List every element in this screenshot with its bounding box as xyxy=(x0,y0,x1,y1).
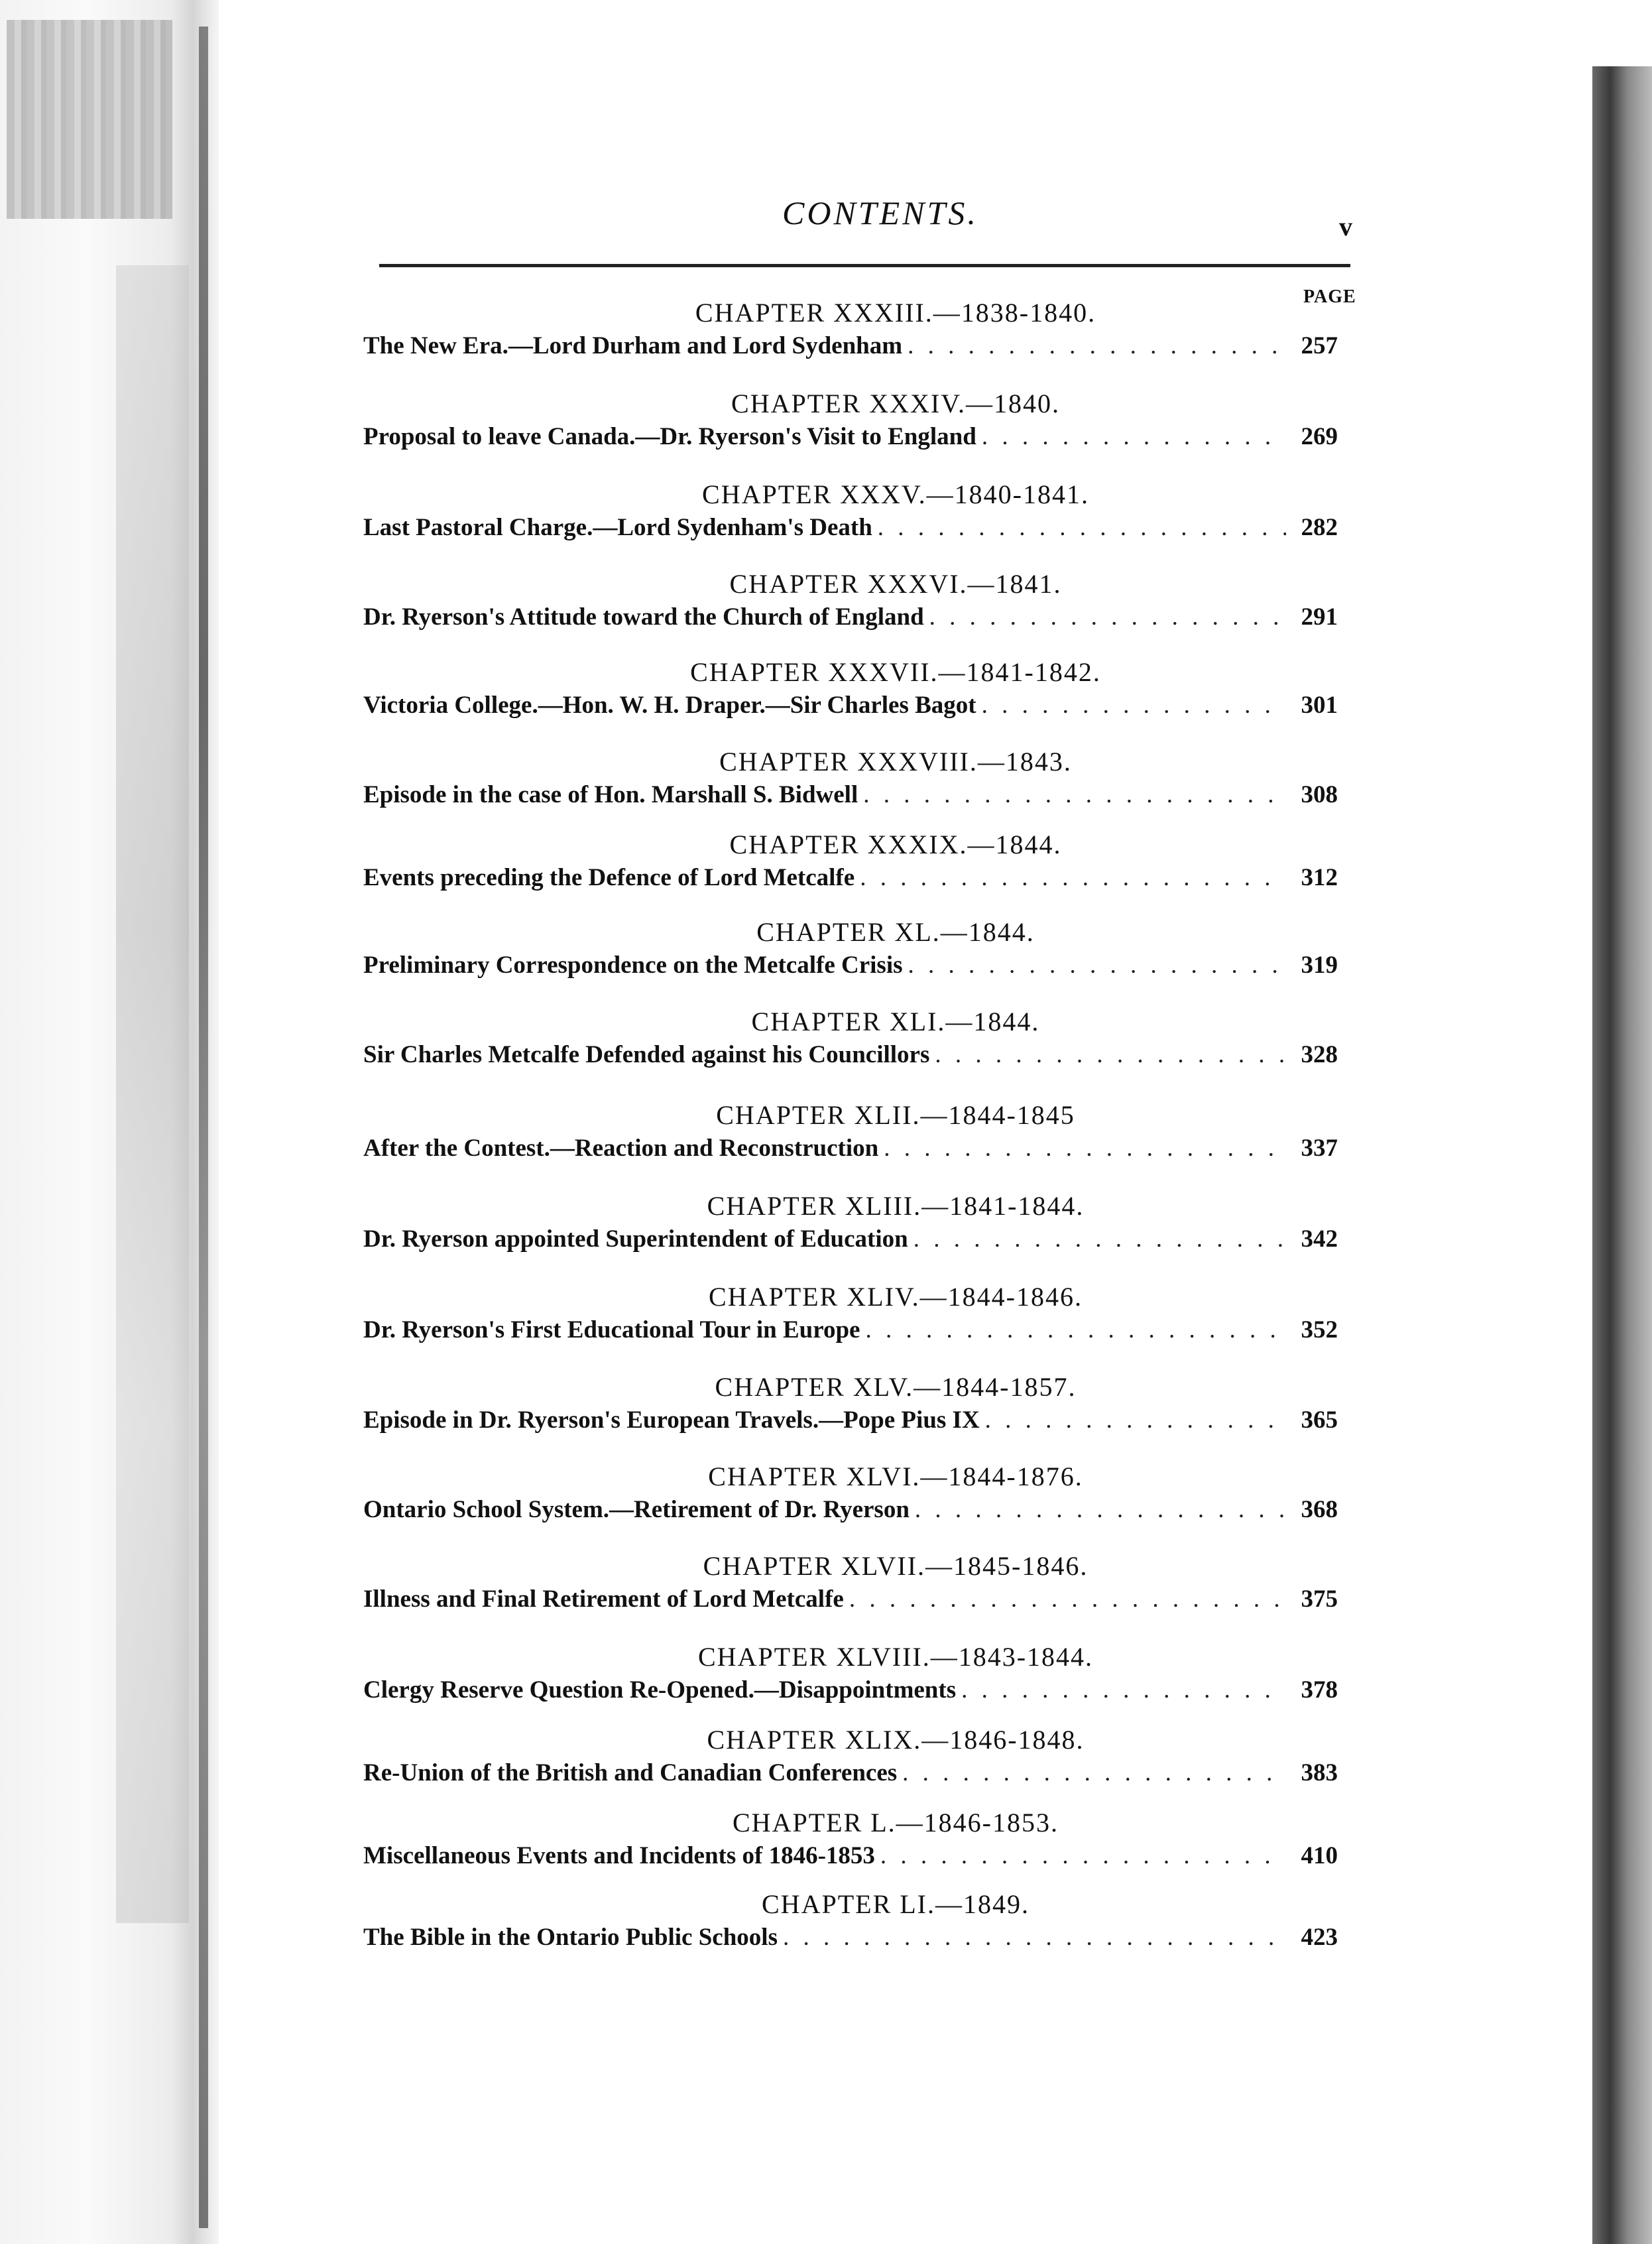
dot-leader xyxy=(929,603,1286,631)
dot-leader xyxy=(915,1495,1286,1524)
chapter-title: Ontario School System.—Retirement of Dr. Ryerson xyxy=(363,1496,910,1523)
toc-entry-line xyxy=(363,332,1338,365)
toc-entry-line xyxy=(363,1841,1338,1875)
toc-entry-line xyxy=(363,1676,1338,1709)
chapter-title: Re-Union of the British and Canadian Conferences xyxy=(363,1759,898,1786)
page-number: 257 xyxy=(1301,332,1338,359)
dot-leader xyxy=(982,691,1286,719)
toc-entry-line xyxy=(363,1585,1338,1618)
dot-leader xyxy=(902,1759,1286,1787)
dot-leader xyxy=(914,1225,1286,1253)
toc-entry-line xyxy=(363,603,1338,636)
dot-leader xyxy=(860,863,1286,892)
toc-entry-line xyxy=(363,863,1338,897)
dot-leader xyxy=(985,1406,1286,1434)
chapter-heading: CHAPTER XXXV.—1840-1841. xyxy=(702,479,1089,509)
toc-entry-line xyxy=(363,1406,1338,1439)
toc-entry-line xyxy=(363,1923,1338,1956)
chapter-title: Episode in the case of Hon. Marshall S. Bidwell xyxy=(363,781,858,808)
chapter-heading: CHAPTER XLIV.—1844-1846. xyxy=(709,1282,1083,1312)
toc-entry-line xyxy=(363,691,1338,724)
dot-leader xyxy=(884,1134,1286,1162)
chapter-heading: CHAPTER XXXIV.—1840. xyxy=(731,389,1060,418)
chapter-heading: CHAPTER XLVII.—1845-1846. xyxy=(703,1551,1089,1581)
chapter-title: Illness and Final Retirement of Lord Metcalfe xyxy=(363,1586,844,1613)
chapter-title: Preliminary Correspondence on the Metcalfe Crisis xyxy=(363,952,903,979)
chapter-title: Clergy Reserve Question Re-Opened.—Disappointments xyxy=(363,1676,957,1704)
page-number: 328 xyxy=(1301,1041,1338,1068)
toc-entry-line xyxy=(363,513,1338,546)
chapter-title: After the Contest.—Reaction and Reconstruction xyxy=(363,1135,879,1162)
chapter-title: Dr. Ryerson's First Educational Tour in Europe xyxy=(363,1316,860,1343)
page-number: 337 xyxy=(1301,1135,1338,1162)
chapter-heading: CHAPTER XLV.—1844-1857. xyxy=(715,1372,1077,1402)
page-number: 312 xyxy=(1301,864,1338,891)
dot-leader xyxy=(783,1923,1286,1952)
dot-leader xyxy=(849,1585,1286,1613)
page-number: 365 xyxy=(1301,1406,1338,1434)
dot-leader xyxy=(863,780,1286,809)
chapter-heading: CHAPTER XXXIX.—1844. xyxy=(729,830,1062,859)
page-number: 423 xyxy=(1301,1924,1338,1951)
chapter-title: Events preceding the Defence of Lord Metcalfe xyxy=(363,864,855,891)
page-number: 368 xyxy=(1301,1496,1338,1523)
page-column-label: PAGE xyxy=(1303,286,1356,307)
chapter-heading: CHAPTER XXXVIII.—1843. xyxy=(719,747,1072,777)
chapter-heading: CHAPTER XL.—1844. xyxy=(756,917,1035,947)
toc-entry-line xyxy=(363,1225,1338,1258)
chapter-heading: CHAPTER XLI.—1844. xyxy=(751,1007,1040,1036)
page-number: 308 xyxy=(1301,781,1338,808)
toc-entry-line xyxy=(363,422,1338,456)
scan-left-smudge xyxy=(7,20,172,219)
chapter-heading: CHAPTER XXXVI.—1841. xyxy=(729,569,1062,599)
dot-leader xyxy=(878,513,1286,542)
chapter-heading: CHAPTER LI.—1849. xyxy=(762,1889,1030,1919)
chapter-title: Miscellaneous Events and Incidents of 1846-1853 xyxy=(363,1842,875,1869)
chapter-title: Victoria College.—Hon. W. H. Draper.—Sir Charles Bagot xyxy=(363,692,976,719)
chapter-title: Episode in Dr. Ryerson's European Travels.—Pope Pius IX xyxy=(363,1406,980,1434)
page-number: 410 xyxy=(1301,1842,1338,1869)
chapter-title: The New Era.—Lord Durham and Lord Sydenham xyxy=(363,332,903,359)
chapter-heading: CHAPTER XXXVII.—1841-1842. xyxy=(690,657,1101,687)
page-number: 342 xyxy=(1301,1225,1338,1253)
toc-entry-line xyxy=(363,1759,1338,1792)
page-number: 282 xyxy=(1301,514,1338,541)
toc-entry-line xyxy=(363,1495,1338,1528)
dot-leader xyxy=(908,332,1286,360)
toc-entry-line xyxy=(363,1316,1338,1349)
dot-leader xyxy=(961,1676,1286,1704)
page-number: 319 xyxy=(1301,952,1338,979)
chapter-heading: CHAPTER XLII.—1844-1845 xyxy=(716,1100,1075,1130)
page-number: 375 xyxy=(1301,1586,1338,1613)
scan-left-shadow xyxy=(116,265,189,1923)
chapter-heading: CHAPTER XLIII.—1841-1844. xyxy=(707,1191,1085,1221)
page-number: 301 xyxy=(1301,692,1338,719)
chapter-title: Sir Charles Metcalfe Defended against his Councillors xyxy=(363,1041,930,1068)
page-number: 291 xyxy=(1301,603,1338,631)
chapter-title: Dr. Ryerson's Attitude toward the Church of England xyxy=(363,603,924,631)
running-head: CONTENTS. xyxy=(782,194,978,231)
toc-entry-line xyxy=(363,780,1338,814)
toc-entry-line xyxy=(363,1040,1338,1074)
page-number: 269 xyxy=(1301,423,1338,450)
chapter-title: The Bible in the Ontario Public Schools xyxy=(363,1924,778,1951)
dot-leader xyxy=(865,1316,1286,1344)
chapter-heading: CHAPTER XLIX.—1846-1848. xyxy=(707,1725,1085,1755)
chapter-title: Proposal to leave Canada.—Dr. Ryerson's Visit to England xyxy=(363,423,976,450)
folio-page-number: v xyxy=(1339,212,1352,241)
chapter-title: Dr. Ryerson appointed Superintendent of Education xyxy=(363,1225,908,1253)
chapter-heading: CHAPTER L.—1846-1853. xyxy=(733,1808,1059,1838)
chapter-heading: CHAPTER XLVI.—1844-1876. xyxy=(708,1462,1083,1491)
chapter-title: Last Pastoral Charge.—Lord Sydenham's Death xyxy=(363,514,872,541)
header-rule xyxy=(379,264,1350,267)
page-number: 378 xyxy=(1301,1676,1338,1704)
dot-leader xyxy=(908,951,1287,979)
toc-entry-line xyxy=(363,951,1338,984)
dot-leader xyxy=(935,1040,1286,1069)
chapter-heading: CHAPTER XXXIII.—1838-1840. xyxy=(695,298,1096,328)
dot-leader xyxy=(982,422,1286,451)
page-number: 383 xyxy=(1301,1759,1338,1786)
page-number: 352 xyxy=(1301,1316,1338,1343)
chapter-heading: CHAPTER XLVIII.—1843-1844. xyxy=(697,1642,1094,1672)
dot-leader xyxy=(880,1841,1286,1870)
toc-entry-line xyxy=(363,1134,1338,1167)
